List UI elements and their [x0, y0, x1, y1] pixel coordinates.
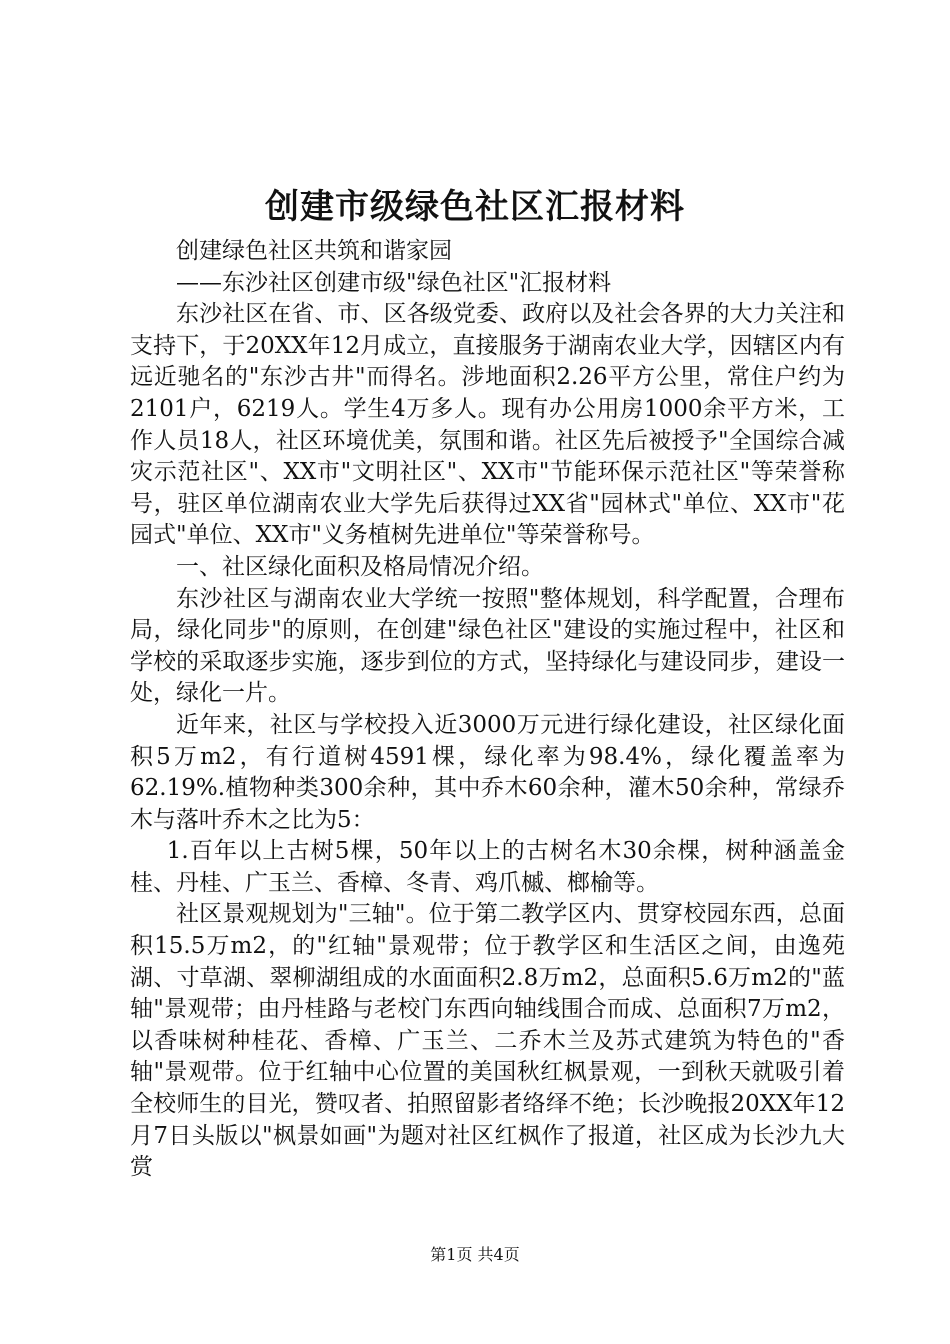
body-paragraph: 东沙社区在省、市、区各级党委、政府以及社会各界的大力关注和支持下，于20XX年12月成立，直接服务于湖南农业大学，因辖区内有远近驰名的"东沙古井"而得名。涉地面积2.26平方公里，常住户约为2101户，6219人。学生4万多人。现有办公用房1000余平方米，工作人员18人，社区环境优美，氛围和谐。社区先后被授予"全国综合减灾示范社区"、XX市"文明社区"、XX市"节能环保示范社区"等荣誉称号，驻区单位湖南农业大学先后获得过XX省"园林式"单位、XX市"花园式"单位、XX市"义务植树先进单位"等荣誉称号。 — [130, 301, 845, 549]
document-body — [130, 236, 845, 1184]
subtitle-line: ——东沙社区创建市级"绿色社区"汇报材料 — [176, 269, 612, 296]
body-paragraph: 东沙社区与湖南农业大学统一按照"整体规划，科学配置，合理布局，绿化同步"的原则，在创建"绿色社区"建设的实施过程中，社区和学校的采取逐步实施，逐步到位的方式，坚持绿化与建设同步，建设一处，绿化一片。 — [130, 585, 845, 707]
section-heading: 一、社区绿化面积及格局情况介绍。 — [176, 553, 544, 580]
document-title: 创建市级绿色社区汇报材料 — [265, 187, 685, 227]
subtitle-line: 创建绿色社区共筑和谐家园 — [176, 238, 452, 264]
body-paragraph: 社区景观规划为"三轴"。位于第二教学区内、贯穿校园东西，总面积15.5万m2，的"红轴"景观带；位于教学区和生活区之间，由逸苑湖、寸草湖、翠柳湖组成的水面面积2.8万m2，总面积5.6万m2的"蓝轴"景观带；由丹桂路与老校门东西向轴线围合而成、总面积7万m2，以香味树种桂花、香樟、广玉兰、二乔木兰及苏式建筑为特色的"香轴"景观带。位于红轴中心位置的美国秋红枫景观，一到秋天就吸引着全校师生的目光，赞叹者、拍照留影者络绎不绝；长沙晚报20XX年12月7日头版以"枫景如画"为题对社区红枫作了报道，社区成为长沙九大赏 — [130, 901, 845, 1181]
page-footer: 第1页 共4页 — [430, 1245, 520, 1264]
body-paragraph: 近年来，社区与学校投入近3000万元进行绿化建设，社区绿化面积5万m2，有行道树4591棵，绿化率为98.4%，绿化覆盖率为62.19%.植物种类300余种，其中乔木60余种，灌木50余种，常绿乔木与落叶乔木之比为5： — [130, 711, 845, 833]
list-item: 1.百年以上古树5棵，50年以上的古树名木30余棵，树种涵盖金桂、丹桂、广玉兰、香樟、冬青、鸡爪槭、榔榆等。 — [130, 838, 845, 896]
